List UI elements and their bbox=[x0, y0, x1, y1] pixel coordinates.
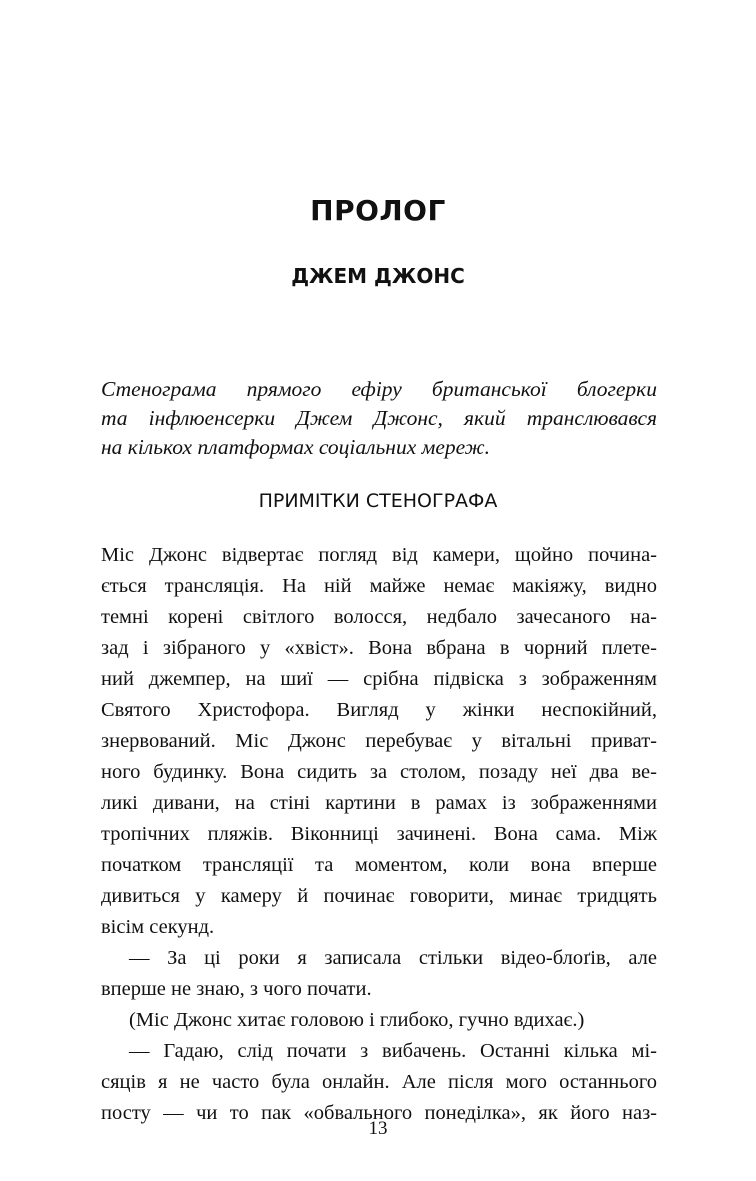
body-line: вперше не знаю, з чого почати. bbox=[101, 978, 372, 1000]
body-line: ликі дивани, на стіні картини в рамах із зображеннями bbox=[101, 792, 657, 814]
body-line: ється трансляція. На ній майже немає макіяжу, видно bbox=[101, 575, 657, 597]
page-number: 13 bbox=[368, 1118, 388, 1139]
body-line: зад і зібраного у «хвіст». Вона вбрана в чорний плете- bbox=[101, 637, 657, 659]
body-line: початком трансляції та моментом, коли вона вперше bbox=[101, 854, 657, 876]
body-line: ного будинку. Вона сидить за столом, позаду неї два ве- bbox=[101, 761, 657, 783]
body-text bbox=[101, 540, 657, 1129]
chapter-title: ПРОЛОГ bbox=[310, 194, 446, 227]
body-line: (Міс Джонс хитає головою і глибоко, гучно вдихає.) bbox=[129, 1009, 585, 1031]
chapter-subtitle: ДЖЕМ ДЖОНС bbox=[291, 264, 465, 288]
intro-line: на кількох платформах соціальних мереж. bbox=[101, 435, 491, 459]
body-line: вісім секунд. bbox=[101, 916, 215, 938]
body-line: темні корені світлого волосся, недбало зачесаного на- bbox=[101, 606, 657, 628]
intro-paragraph bbox=[101, 375, 657, 462]
intro-line: Стенограма прямого ефіру британської блогерки bbox=[101, 377, 657, 401]
body-line: ний джемпер, на шиї — срібна підвіска з зображенням bbox=[101, 668, 657, 690]
body-line: Міс Джонс відвертає погляд від камери, щойно почина- bbox=[101, 544, 657, 566]
body-line: Святого Христофора. Вигляд у жінки неспокійний, bbox=[101, 699, 657, 721]
body-line: — За ці роки я записала стільки відео-блоґів, але bbox=[129, 947, 657, 969]
body-line: тропічних пляжів. Віконниці зачинені. Вона сама. Між bbox=[101, 823, 657, 845]
body-line: — Гадаю, слід почати з вибачень. Останні кілька мі- bbox=[129, 1040, 657, 1062]
body-line: дивиться у камеру й починає говорити, минає тридцять bbox=[101, 885, 657, 907]
intro-line: та інфлюенсерки Джем Джонс, який транслювався bbox=[101, 406, 657, 430]
body-line: знервований. Міс Джонс перебуває у вітальні приват- bbox=[101, 730, 657, 752]
body-line: посту — чи то пак «обвального понеділка», як його наз- bbox=[101, 1102, 657, 1124]
body-line: сяців я не часто була онлайн. Але після мого останнього bbox=[101, 1071, 657, 1093]
section-heading: ПРИМІТКИ СТЕНОГРАФА bbox=[258, 490, 498, 512]
